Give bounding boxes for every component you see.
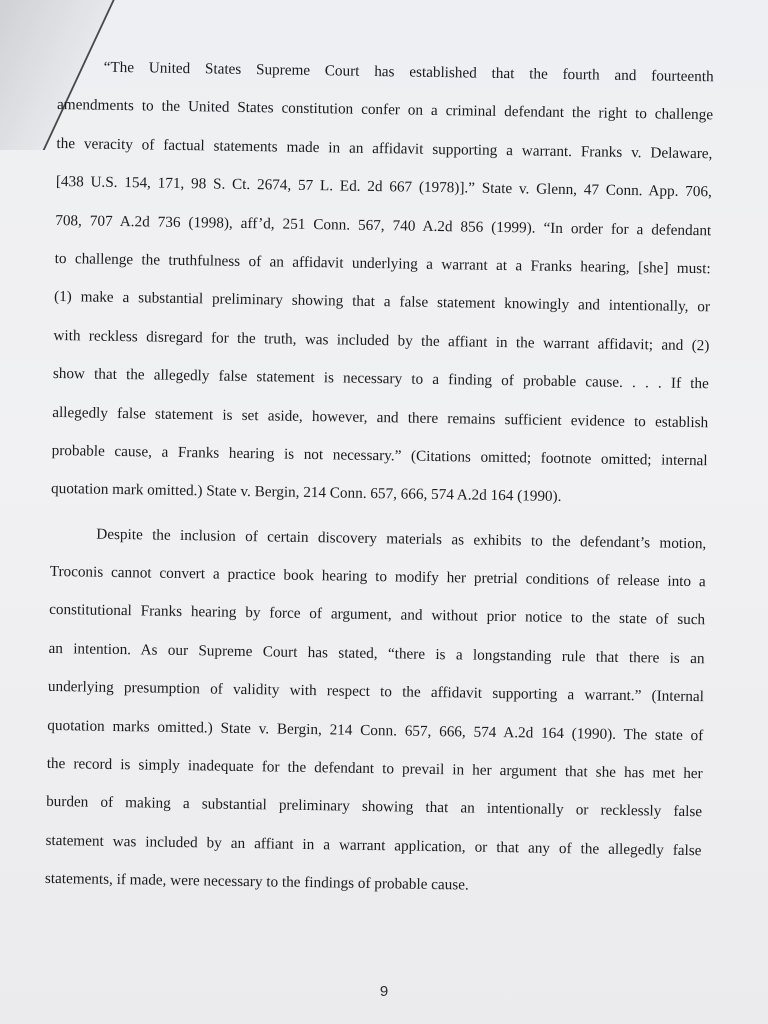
text-line: show that the allegedly false statement is necessary to a finding of probable cause. . . . If the bbox=[52, 365, 709, 393]
text-line: the record is simply inadequate for the defendant to prevail in her argument that she has met her bbox=[46, 754, 703, 783]
paragraph-2 bbox=[45, 515, 707, 909]
text-line: [438 U.S. 154, 171, 98 S. Ct. 2674, 57 L. Ed. 2d 667 (1978)].” State v. Glenn, 47 Conn. App. 706, bbox=[55, 173, 712, 201]
text-line: allegedly false statement is set aside, however, and there remains sufficient evidence to establish bbox=[52, 403, 709, 431]
text-line: to challenge the truthfulness of an affidavit underlying a warrant at a Franks hearing, [she] must: bbox=[54, 249, 711, 278]
text-line: constitutional Franks hearing by force of argument, and without prior notice to the state of such bbox=[49, 601, 706, 629]
text-line: statements, if made, were necessary to the findings of probable cause. bbox=[44, 870, 469, 894]
text-line: quotation marks omitted.) State v. Bergin, 214 Conn. 657, 666, 574 A.2d 164 (1990). The state of bbox=[47, 716, 704, 744]
text-line: with reckless disregard for the truth, was included by the affiant in the warrant affidavit; and (2) bbox=[53, 326, 710, 355]
text-line: quotation mark omitted.) State v. Bergin, 214 Conn. 657, 666, 574 A.2d 164 (1990). bbox=[50, 480, 562, 506]
document-body bbox=[45, 48, 714, 909]
text-line: amendments to the United States constitution confer on a criminal defendant the right to challenge bbox=[56, 96, 714, 124]
text-line: the veracity of factual statements made in an affidavit supporting a warrant. Franks v. Delaware, bbox=[56, 134, 713, 163]
text-line: underlying presumption of validity with respect to the affidavit supporting a warrant.” (Internal bbox=[47, 678, 705, 706]
text-line: an intention. As our Supreme Court has stated, “there is a longstanding rule that there is an bbox=[48, 639, 705, 668]
text-line: 708, 707 A.2d 736 (1998), aff’d, 251 Conn. 567, 740 A.2d 856 (1999). “In order for a defendant bbox=[55, 211, 712, 239]
paragraph-1 bbox=[51, 48, 714, 519]
text-line: Despite the inclusion of certain discovery materials as exhibits to the defendant’s motion, bbox=[96, 525, 707, 552]
text-line: burden of making a substantial preliminary showing that an intentionally or recklessly false bbox=[46, 793, 703, 821]
text-line: “The United States Supreme Court has established that the fourth and fourteenth bbox=[103, 58, 714, 86]
page-number: 9 bbox=[379, 983, 389, 1000]
text-line: (1) make a substantial preliminary showing that a false statement knowingly and intentionally, or bbox=[53, 288, 711, 316]
text-line: Troconis cannot convert a practice book hearing to modify her pretrial conditions of release into a bbox=[49, 563, 706, 591]
text-line: probable cause, a Franks hearing is not necessary.” (Citations omitted; footnote omitted; internal bbox=[51, 441, 708, 470]
text-line: statement was included by an affiant in a warrant application, or that any of the allegedly false bbox=[45, 831, 702, 860]
